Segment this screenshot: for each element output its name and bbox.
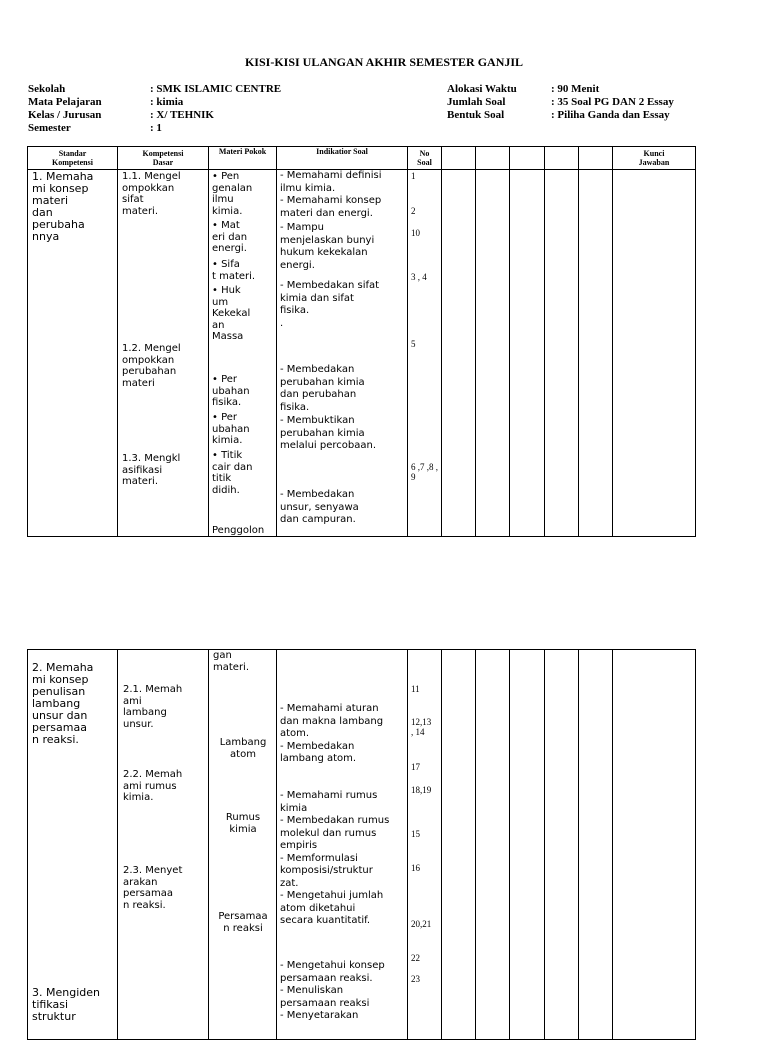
cell-kompetensi	[118, 650, 209, 1040]
indikator-item: - Memahami aturan dan makna lambang atom. - Membedakan lambang atom.	[280, 703, 384, 764]
no-soal-item: 2	[411, 206, 416, 216]
cell-kompetensi	[118, 170, 209, 537]
cell-blank	[442, 650, 476, 1040]
header-kunci: Kunci Jawaban	[613, 147, 696, 170]
no-soal-item: 16	[411, 863, 420, 873]
cell-blank	[442, 170, 476, 537]
meta-label: Sekolah	[28, 83, 66, 95]
meta-value: : 1	[150, 122, 162, 134]
no-soal-item: 22	[411, 953, 420, 963]
cell-blank	[545, 170, 579, 537]
cell-materi	[209, 170, 277, 537]
meta-left	[28, 83, 281, 135]
meta-row-kelas	[28, 109, 281, 122]
cell-blank	[510, 170, 545, 537]
meta-label: Alokasi Waktu	[447, 83, 517, 95]
header-blank	[545, 147, 579, 170]
no-soal-item: 1	[411, 171, 416, 181]
header-blank	[476, 147, 510, 170]
cell-materi	[209, 650, 277, 1040]
no-soal-item: 23	[411, 974, 420, 984]
cell-no-soal	[408, 650, 442, 1040]
no-soal-item: 3 , 4	[411, 272, 427, 282]
meta-value: : Piliha Ganda dan Essay	[551, 109, 670, 121]
meta-right	[447, 83, 674, 122]
cell-blank	[545, 650, 579, 1040]
no-soal-item: 15	[411, 829, 420, 839]
materi-item: • Titik cair dan titik didih.	[212, 450, 253, 496]
cell-kunci	[613, 650, 696, 1040]
kd-item: 1.1. Mengel ompokkan sifat materi.	[122, 171, 181, 217]
meta-value: : 90 Menit	[551, 83, 600, 95]
cell-blank	[579, 650, 613, 1040]
table-header-row	[28, 147, 696, 170]
indikator-item: - Membedakan perubahan kimia dan perubahan fisika.	[280, 364, 365, 413]
meta-row-alokasi	[447, 83, 674, 96]
meta-label: Kelas / Jurusan	[28, 109, 102, 121]
indikator-item: - Membedakan sifat kimia dan sifat fisika. .	[280, 280, 380, 329]
indikator-item: - Mampu menjelaskan bunyi hukum kekekalan energi.	[280, 222, 375, 271]
no-soal-item: 6 ,7 ,8 , 9	[411, 462, 438, 482]
meta-row-sekolah	[28, 83, 281, 96]
kd-item: 1.2. Mengel ompokkan perubahan materi	[122, 343, 181, 389]
no-soal-item: 5	[411, 339, 416, 349]
cell-kunci	[613, 170, 696, 537]
meta-value: : 35 Soal PG DAN 2 Essay	[551, 96, 674, 108]
materi-item: • Mat eri dan energi.	[212, 220, 248, 254]
materi-item: Persamaa n reaksi	[218, 911, 268, 934]
header-no-soal: No Soal	[408, 147, 442, 170]
kd-item: 2.1. Memah ami lambang unsur.	[123, 684, 183, 730]
kd-item: 2.2. Memah ami rumus kimia.	[123, 769, 183, 803]
cell-blank	[476, 650, 510, 1040]
meta-label: Bentuk Soal	[447, 109, 505, 121]
header-blank	[579, 147, 613, 170]
no-soal-item: 11	[411, 684, 420, 694]
indikator-item: - Mengetahui konsep persamaan reaksi. - Menuliskan persamaan reaksi - Menyetarakan	[280, 960, 385, 1021]
table-row	[28, 170, 696, 537]
cell-indikator	[277, 650, 408, 1040]
meta-value: : kimia	[150, 96, 184, 108]
cell-blank	[510, 650, 545, 1040]
header-indikator: Indikatior Soal	[277, 147, 408, 170]
meta-row-mapel	[28, 96, 281, 109]
indikator-item: - Membuktikan perubahan kimia melalui percobaan.	[280, 415, 377, 451]
standar-text: 2. Memaha mi konsep penulisan lambang unsur dan persamaa n reaksi.	[32, 661, 94, 746]
no-soal-item: 12,13 , 14	[411, 717, 432, 737]
indikator-item: - Memahami definisi ilmu kimia.	[280, 170, 382, 194]
cell-no-soal	[408, 170, 442, 537]
table-row	[28, 650, 696, 1040]
standar-text: 3. Mengiden tifikasi struktur	[32, 986, 100, 1023]
document-title: KISI-KISI ULANGAN AKHIR SEMESTER GANJIL	[244, 55, 524, 69]
materi-item: Lambang atom	[219, 737, 267, 760]
meta-row-bentuk	[447, 109, 674, 122]
materi-item: Rumus kimia	[225, 812, 261, 835]
cell-standar	[28, 170, 118, 537]
cell-blank	[476, 170, 510, 537]
meta-label: Jumlah Soal	[447, 96, 506, 108]
kd-item: 2.3. Menyet arakan persamaa n reaksi.	[123, 865, 183, 911]
meta-value: : X/ TEHNIK	[150, 109, 214, 121]
no-soal-item: 18,19	[411, 785, 432, 795]
no-soal-item: 20,21	[411, 919, 432, 929]
header-blank	[510, 147, 545, 170]
meta-label: Semester	[28, 122, 71, 134]
materi-item: • Per ubahan kimia.	[212, 412, 250, 446]
cell-indikator	[277, 170, 408, 537]
no-soal-item: 17	[411, 762, 420, 772]
materi-item: • Huk um Kekekal an Massa	[212, 285, 251, 342]
indikator-item: - Memahami konsep materi dan energi.	[280, 195, 382, 219]
no-soal-item: 10	[411, 228, 420, 238]
meta-row-jumlah	[447, 96, 674, 109]
kisi-table-1	[27, 146, 696, 537]
cell-blank	[579, 170, 613, 537]
materi-item: • Pen genalan ilmu kimia.	[212, 171, 253, 217]
materi-item: • Sifa t materi.	[212, 259, 256, 282]
meta-row-semester	[28, 122, 281, 135]
cell-standar	[28, 650, 118, 1040]
materi-item: gan materi.	[213, 650, 250, 673]
header-kompetensi: Kompetensi Dasar	[118, 147, 209, 170]
materi-item: • Per ubahan fisika.	[212, 374, 250, 408]
meta-label: Mata Pelajaran	[28, 96, 102, 108]
meta-value: : SMK ISLAMIC CENTRE	[150, 83, 282, 95]
kisi-table-2	[27, 649, 696, 1040]
header-blank	[442, 147, 476, 170]
kd-item: 1.3. Mengkl asifikasi materi.	[122, 453, 181, 487]
materi-item: Penggolon	[212, 525, 265, 536]
indikator-item: - Membedakan unsur, senyawa dan campuran.	[280, 489, 359, 525]
header-standar: Standar Kompetensi	[28, 147, 118, 170]
header-materi: Materi Pokok	[209, 147, 277, 170]
standar-text: 1. Memaha mi konsep materi dan perubaha nnya	[32, 170, 94, 243]
indikator-item: - Memahami rumus kimia - Membedakan rumus molekul dan rumus empiris - Memformulasi komposisi/struktur zat. - Mengetahui jumlah atom diketahui secara kuantitatif.	[280, 790, 390, 926]
